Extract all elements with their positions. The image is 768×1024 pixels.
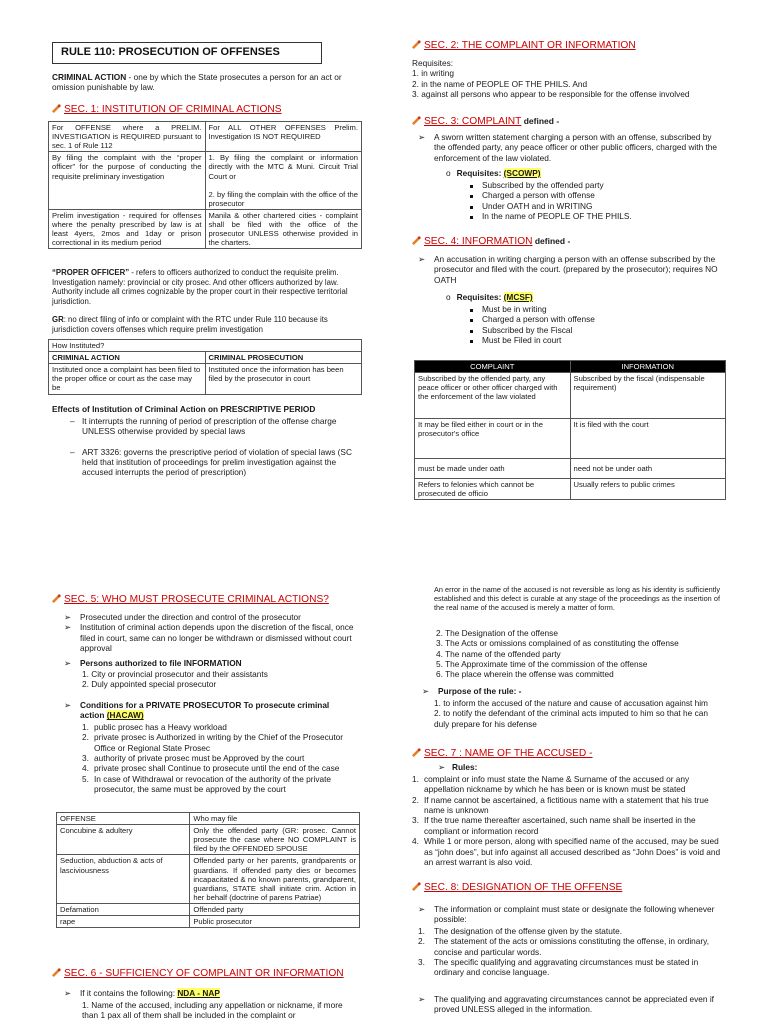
table-cell: need not be under oath: [570, 459, 726, 479]
list-item: 1. to inform the accused of the nature and cause of accusation against him: [434, 698, 708, 708]
mcsf-code: (MCSF): [503, 292, 533, 302]
table-cell: Defamation: [57, 903, 190, 915]
gr-text: : no direct filing of info or complaint with the RTC under Rule 110 because its jurisdiction covers offenses which require prelim investigation: [52, 315, 328, 334]
list-item: 1. City or provincial prosecutor and their assistants: [82, 669, 268, 679]
sec1-table: [48, 121, 362, 249]
table-cell: Refers to felonies which cannot be prosecuted de officio: [415, 479, 571, 500]
list-item: 5. In case of Withdrawal or revocation of the authority of the private prosecutor, the same must be approved by the court: [82, 773, 332, 795]
pin-bullet-icon: [52, 104, 61, 113]
list-item: Must be Filed in court: [470, 335, 720, 345]
list-item: 4. The name of the offended party: [436, 648, 561, 659]
criminal-action-label: CRIMINAL ACTION: [52, 72, 127, 82]
list-item: ➢ Conditions for a PRIVATE PROSECUTOR To prosecute criminal action (HACAW): [64, 700, 330, 721]
purpose-section: [422, 686, 722, 696]
table-cell: It is filed with the court: [570, 419, 726, 459]
name-error-note: An error in the name of the accused is not reversible as long as his identity is sufficiently established and this defect is curable at any stage of the proceedings as the insertion of the real name of the accused is merely a matter of form.: [434, 585, 720, 613]
sec5-points: [64, 612, 354, 653]
list-item: 3. authority of private prosec must be Approved by the court: [82, 753, 305, 764]
complaint-vs-information-table: [414, 360, 726, 500]
sec6-heading: SEC. 6 - SUFFICIENCY OF COMPLAINT OR INFORMATION: [52, 968, 344, 981]
sec8-items: [418, 926, 724, 978]
sec5-heading: SEC. 5: WHO MUST PROSECUTE CRIMINAL ACTIONS?: [52, 594, 329, 607]
table-header: Who may file: [190, 813, 360, 825]
cond-section: [64, 700, 354, 721]
sec3-heading: SEC. 3: COMPLAINT defined -: [412, 116, 559, 129]
list-item: 3. The specific qualifying and aggravating circumstances must be stated in ordinary and concise language.: [418, 957, 699, 978]
purpose-items: [434, 698, 724, 729]
pin-bullet-icon: [412, 748, 421, 757]
table-cell: Manila & other chartered cities - complaint shall be filed with the office of the prosecutor UNLESS otherwise provided in the charters.: [205, 209, 362, 248]
list-item: 3. If the true name thereafter ascertained, such name shall be inserted in the compliant or information record: [412, 815, 696, 836]
rules-list: [412, 774, 724, 867]
pin-bullet-icon: [52, 968, 61, 977]
table-row: [415, 419, 726, 459]
table-cell: Subscribed by the offended party, any peace officer or other officer charged with the enforcement of the law violated: [415, 373, 571, 419]
table-cell: Instituted once a complaint has been filed to the proper office or court as the case may be: [49, 364, 206, 394]
list-item: Charged a person with offense: [470, 314, 720, 324]
list-item: – ART 3326: governs the prescriptive period of violation of special laws (SC held that institution of proceedings for prelim investigation against the accused interrupts the period of prescription): [70, 446, 352, 478]
table-cell: Public prosecutor: [190, 916, 360, 928]
pin-bullet-icon: [412, 40, 421, 49]
list-item: 3. The Acts or omissions complained of as constituting the offense: [436, 638, 679, 649]
how-instituted-title: How Instituted?: [49, 340, 362, 352]
list-item: 4. private prosec shall Continue to prosecute until the end of the case: [82, 763, 340, 774]
table-cell: It may be filed either in court or in the prosecutor's office: [415, 419, 571, 459]
sec7-heading: SEC. 7 : NAME OF THE ACCUSED -: [412, 748, 593, 761]
list-item: Subscribed by the offended party: [470, 180, 720, 190]
sec3-definition: [418, 132, 723, 163]
table-row: [415, 373, 726, 419]
table-cell: For OFFENSE where a PRELIM. INVESTIGATION is REQUIRED pursuant to sec. 1 of Rule 112: [49, 122, 206, 152]
cond-items: [82, 722, 348, 795]
effects-list: [70, 416, 360, 478]
table-cell: Offended party or her parents, grandparents or guardians. If offended party dies or becomes incapacitated & no known parents, grandparent, guardians, STATE shall initiate crim. Action in her behalf (doctrine of parens Patriae): [190, 855, 360, 904]
list-item: 1. complaint or info must state the Name & Surname of the accused or any appellation nickname by which he has been or is known must be stated: [412, 774, 690, 795]
table-row: [57, 855, 360, 904]
proper-officer-definition: [52, 268, 358, 307]
table-row: [49, 364, 362, 394]
sec4-heading: SEC. 4: INFORMATION defined -: [412, 236, 570, 249]
sec4-requisites: o Requisites: (MCSF): [446, 292, 533, 302]
table-header: CRIMINAL PROSECUTION: [205, 352, 362, 364]
table-header: INFORMATION: [570, 361, 726, 373]
proper-officer-text: - refers to officers authorized to conduct the requisite prelim. Investigation namely: provincial or city prosec. And other officers authorized by law. Authority include all crimes cognizable by the proper court in their respective territorial jurisdiction.: [52, 268, 348, 307]
list-item: ➢ The information or complaint must state or designate the following whenever possible:: [418, 904, 715, 925]
pin-bullet-icon: [412, 882, 421, 891]
table-cell: must be made under oath: [415, 459, 571, 479]
list-item: ➢ Institution of criminal action depends upon the discretion of the fiscal, once filed in court, same can no longer be withdrawn or dismissed without court approval: [64, 622, 354, 654]
table-cell: Seduction, abduction & acts of lasciviousness: [57, 855, 190, 904]
table-cell: Prelim investigation - required for offenses where the penalty prescribed by law is at least 4yers, 2mos and 1day or prison correctional in its medium period: [49, 209, 206, 248]
sec6-lead: [64, 988, 364, 998]
sec4-definition: [418, 254, 723, 285]
rules-label: [438, 762, 718, 772]
pin-bullet-icon: [52, 594, 61, 603]
hacaw-code: (HACAW): [106, 710, 144, 721]
offense-table: [56, 812, 360, 928]
auth-section: [64, 658, 354, 668]
requisites-label: Requisites:: [412, 58, 454, 68]
page-2: [384, 0, 768, 512]
list-item: ➢ If it contains the following: NDA - NAP: [64, 988, 220, 998]
sec8-last: [418, 994, 724, 1015]
list-item: – It interrupts the running of period of prescription of the offense charge UNLESS otherwise provided by special laws: [70, 416, 337, 437]
table-cell: Offended party: [190, 903, 360, 915]
nda-nap-code: NDA - NAP: [177, 988, 220, 998]
sec3-requisites: o Requisites: (SCOWP): [446, 168, 541, 178]
table-header: COMPLAINT: [415, 361, 571, 373]
table-row: [57, 903, 360, 915]
list-item: ➢ The qualifying and aggravating circumstances cannot be appreciated even if proved UNLESS alleged in the information.: [418, 994, 714, 1015]
list-item: 1. in writing: [412, 68, 454, 79]
table-cell: Instituted once the information has been filed by the prosecutor in court: [205, 364, 362, 394]
table-cell: 1. By filing the complaint or information directly with the MTC & Muni. Circuit Trial Court or 2. by filing the complain with the office of the prosecutor: [205, 152, 362, 210]
page-title: RULE 110: PROSECUTION OF OFFENSES: [52, 42, 322, 64]
list-item: 6. The place wherein the offense was committed: [436, 669, 614, 680]
list-item: 2. Duly appointed special prosecutor: [82, 679, 217, 690]
gr-label: GR: [52, 315, 64, 324]
pin-bullet-icon: [412, 236, 421, 245]
criminal-action-definition: [52, 72, 342, 93]
list-item: ➢ Persons authorized to file INFORMATION: [64, 658, 242, 668]
list-item: In the name of PEOPLE OF THE PHILS.: [470, 211, 720, 221]
table-cell: For ALL OTHER OFFENSES Prelim. Investigation IS NOT REQUIRED: [205, 122, 362, 152]
list-item: Charged a person with offense: [470, 190, 720, 200]
sec2-requisites: [412, 58, 732, 99]
table-row: [49, 152, 362, 210]
table-row: [57, 916, 360, 928]
sec6-items-continued: [436, 628, 726, 680]
effects-title: Effects of Institution of Criminal Action on PRESCRIPTIVE PERIOD: [52, 404, 316, 414]
list-item: ➢ A sworn written statement charging a person with an offense, subscribed by the offended party, any peace officer or other public officers, charged with the enforcement of the law violated.: [418, 132, 718, 163]
list-item: 4. While 1 or more person, along with specified name of the accused, may be sued as “john does”, but info against all accused described as “John Does” is void and an arrest warrant is also void.: [412, 836, 721, 867]
sec6-item-1: 1. Name of the accused, including any appellation or nickname, if more than 1 pax all of them shall be included in the complaint or: [82, 1000, 343, 1021]
page-1: [0, 0, 384, 512]
list-item: 2. The Designation of the offense: [436, 628, 558, 638]
list-item: 2. private prosec is Authorized in writing by the Chief of the Prosecutor Office or Regional State Prosec: [82, 732, 344, 753]
sec4-items: [470, 304, 720, 345]
table-cell: By filing the complaint with the “proper officer” for the purpose of conducting the requisite preliminary investigation: [49, 152, 206, 210]
table-header: CRIMINAL ACTION: [49, 352, 206, 364]
list-item: 5. The Approximate time of the commission of the offense: [436, 659, 648, 670]
list-item: 1. public prosec has a Heavy workload: [82, 722, 227, 732]
table-cell: Usually refers to public crimes: [570, 479, 726, 500]
how-instituted-table: [48, 339, 362, 395]
table-cell: Subscribed by the fiscal (indispensable requirement): [570, 373, 726, 419]
list-item: ➢ An accusation in writing charging a person with an offense subscribed by the prosecutor and filed with the court. (prepared by the prosecutor); requires NO OATH: [418, 254, 718, 285]
table-row: [57, 825, 360, 855]
list-item: Under OATH and in WRITING: [470, 201, 720, 211]
list-item: Subscribed by the Fiscal: [470, 325, 720, 335]
list-item: ➢ Purpose of the rule: -: [422, 686, 522, 696]
table-row: [49, 209, 362, 248]
criminal-action-text: - one by which the State prosecutes a person for an act or omission punishable by law.: [52, 72, 342, 93]
sec8-heading: SEC. 8: DESIGNATION OF THE OFFENSE: [412, 882, 622, 895]
table-row: [415, 479, 726, 500]
page-4: [384, 512, 768, 1024]
list-item: Must be in writing: [470, 304, 720, 314]
table-cell: rape: [57, 916, 190, 928]
table-cell: Concubine & adultery: [57, 825, 190, 855]
table-header: OFFENSE: [57, 813, 190, 825]
sec1-heading: SEC. 1: INSTITUTION OF CRIMINAL ACTIONS: [52, 104, 282, 117]
list-item: 2. The statement of the acts or omissions constituting the offense, in ordinary, concise and particular words.: [418, 936, 710, 957]
list-item: 3. against all persons who appear to be responsible for the offense involved: [412, 89, 690, 100]
table-row: [49, 122, 362, 152]
gr-note: [52, 315, 358, 334]
list-item: ➢ Prosecuted under the direction and control of the prosecutor: [64, 612, 301, 622]
list-item: 2. in the name of PEOPLE OF THE PHILS. And: [412, 78, 588, 89]
list-item: 2. to notify the defendant of the criminal acts imputed to him so that he can duly prepare for his defense: [434, 708, 708, 729]
scowp-code: (SCOWP): [503, 168, 541, 178]
proper-officer-label: “PROPER OFFICER”: [52, 268, 130, 277]
sec8-lead: [418, 904, 724, 925]
auth-items: [82, 669, 352, 690]
list-item: 1. The designation of the offense given by the statute.: [418, 926, 623, 936]
table-cell: Only the offended party (GR: prosec. Cannot prosecute the case where NO COMPLAINT is filed by the OFFENDED SPOUSE: [190, 825, 360, 855]
page-3: [0, 512, 384, 1024]
pin-bullet-icon: [412, 116, 421, 125]
list-item: 2. If name cannot be ascertained, a fictitious name with a statement that his true name is unknown: [412, 794, 709, 816]
table-row: [415, 459, 726, 479]
sec2-heading: SEC. 2: THE COMPLAINT OR INFORMATION: [412, 40, 636, 53]
sec3-items: [470, 180, 720, 221]
list-item: ➢ Rules:: [438, 762, 478, 772]
